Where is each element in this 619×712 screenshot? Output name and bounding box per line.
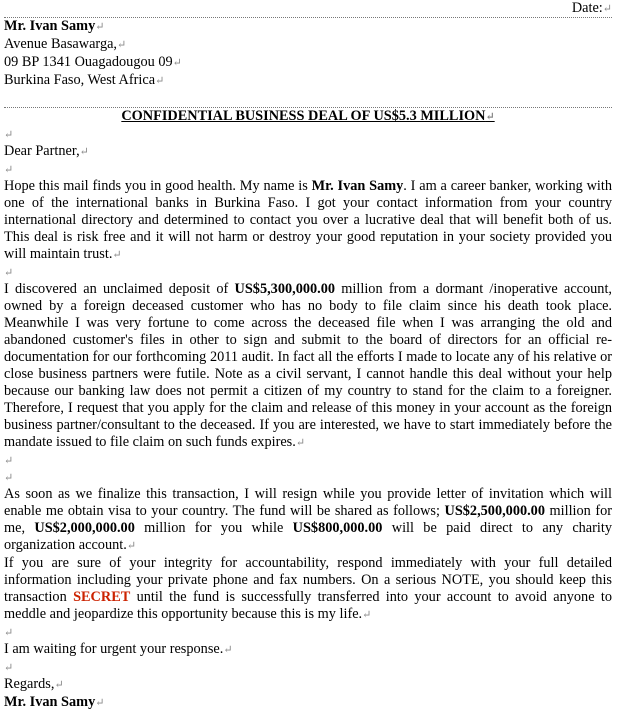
- paragraph-sharing: As soon as we finalize this transaction, I will resign while you provide letter of invitation which will enable me obtain visa to your country. The fund will be shared as follows; US$2,500,000.00 million for me, US$2,000,000.00 million for you while US$800,000.00 will be paid direct to any charity organization account.↵: [4, 486, 613, 553]
- date-line: [4, 0, 612, 18]
- paragraph-secret: If you are sure of your integrity for accountability, respond immediately with your full detailed information including your private phone and fax numbers. On a serious NOTE, you should keep this transaction SECRET until the fund is successfully transferred into your account to avoid anyone to meddle and jeopardize this opportunity because this is my life.↵: [4, 555, 612, 622]
- empty-line: ↵: [4, 164, 14, 176]
- signature: Mr. Ivan Samy↵: [4, 694, 105, 710]
- paragraph-intro: Hope this mail finds you in good health. My name is Mr. Ivan Samy. I am a career banker, working with one of the international banks in Burkina Faso. I got your contact information from your country international directory and determined to contact you over a lucrative deal that will benefit both of us. This deal is risk free and it will not harm or destroy your good reputation in your society provided you will maintain trust.↵: [4, 178, 612, 262]
- empty-line: ↵: [4, 662, 14, 674]
- empty-line: ↵: [4, 455, 14, 467]
- empty-line: ↵: [4, 627, 14, 639]
- paragraph-deposit: I discovered an unclaimed deposit of US$5,300,000.00 million from a dormant /inoperative account, owned by a foreign deceased customer who has no body to file claim since his death took place. Meanwhile I was very fortune to come across the deceased file when I was arranging the old and abandoned customer's files in other to sign and submit to the board of directors for an official re-documentation for our forthcoming 2011 audit. In fact all the efforts I made to locate any of his relative or close business partners were futile. Note as a civil servant, I cannot handle this deal without your help because our banking law does not permit a citizen of my country to stand for the claim to a foreigner. Therefore, I request that you apply for the claim and release of this money in your account as the foreign business partner/consultant to the deceased. If you are interested, we have to start immediately before the mandate issued to file claim on such funds expires.↵: [4, 281, 612, 450]
- secret-word: SECRET: [73, 589, 131, 605]
- sender-name: Mr. Ivan Samy: [4, 18, 96, 34]
- sender-block: Mr. Ivan Samy↵ Avenue Basawarga,↵ 09 BP 1341 Ouagadougou 09↵ Burkina Faso, West Africa↵: [4, 18, 182, 88]
- date-label: Date:↵: [571, 0, 612, 16]
- sender-po-box: 09 BP 1341 Ouagadougou 09: [4, 54, 173, 70]
- empty-line: ↵: [4, 267, 14, 279]
- letter-page: [4, 0, 612, 712]
- sender-country: Burkina Faso, West Africa: [4, 72, 156, 88]
- regards: Regards,↵: [4, 676, 64, 692]
- salutation: Dear Partner,↵: [4, 143, 89, 159]
- closing-line: I am waiting for urgent your response.↵: [4, 641, 233, 657]
- empty-line: ↵: [4, 472, 14, 484]
- empty-line: ↵: [4, 129, 14, 141]
- divider: [4, 90, 612, 108]
- letter-title: CONFIDENTIAL BUSINESS DEAL OF US$5.3 MILLION↵: [121, 108, 495, 124]
- sender-street: Avenue Basawarga,: [4, 36, 118, 52]
